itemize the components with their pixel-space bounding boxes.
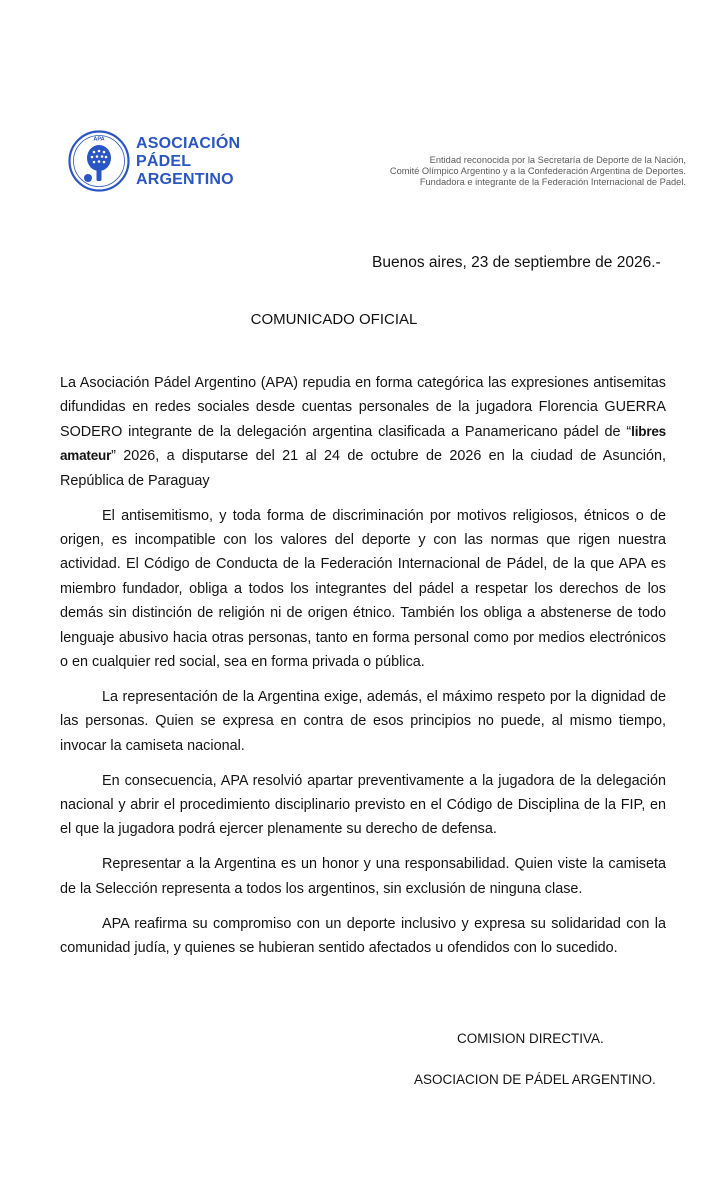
entity-line-3: Fundadora e integrante de la Federación Internacional de Padel. xyxy=(419,177,686,187)
logo-wordmark xyxy=(136,135,240,189)
category-highlight: libres amateur xyxy=(60,423,666,464)
logo-line-2: PÁDEL xyxy=(136,153,192,170)
paragraph-1-end: ” 2026, a disputarse del 21 al 24 de octubre de 2026 en la ciudad de Asunción, República de Paraguay xyxy=(60,448,666,489)
paragraph-6: APA reafirma su compromiso con un deporte inclusivo y expresa su solidaridad con la comunidad judía, y quienes se hubieran sentido afectados u ofendidos con lo sucedido. xyxy=(60,915,666,957)
document-body xyxy=(60,371,666,971)
logo-badge-text: APA xyxy=(93,136,105,143)
paragraph-4: En consecuencia, APA resolvió apartar preventivamente a la jugadora de la delegación nacional y abrir el procedimiento disciplinario previsto en el Código de Disciplina de la FIP, en el que la jugadora podrá ejercer plenamente su derecho de defensa. xyxy=(60,772,666,838)
logo-line-1: ASOCIACIÓN xyxy=(136,135,241,152)
paragraph-2: El antisemitismo, y toda forma de discriminación por motivos religiosos, étnicos o de origen, es incompatible con los valores del deporte y con las normas que rigen nuestra actividad. El Código de Conducta de la Federación Internacional de Pádel, de la que APA es miembro fundador, obliga a todos los integrantes del pádel a respetar los derechos de los demás sin distinción de religión ni de origen étnico. También los obliga a abstenerse de todo lenguaje abusivo hacia otras personas, tanto en forma personal como por medios electrónicos o en cualquier red social, sea en forma privada o pública. xyxy=(60,507,666,670)
paragraph-1 xyxy=(60,371,666,493)
logo-line-3: ARGENTINO xyxy=(136,171,234,188)
paragraph-1-start: La Asociación Pádel Argentino (APA) repudia en forma categórica las expresiones antisemitas difundidas en redes sociales desde cuentas personales de la jugadora Florencia GUERRA SODERO integrante de la delegación argentina clasificada a Panamericano pádel de “ xyxy=(60,375,666,440)
entity-line-2: Comité Olímpico Argentino y a la Confederación Argentina de Deportes. xyxy=(389,166,686,176)
entity-recognition-text xyxy=(346,155,686,188)
signature-association: ASOCIACION DE PÁDEL ARGENTINO. xyxy=(414,1072,656,1087)
paragraph-5: Representar a la Argentina es un honor y una responsabilidad. Quien viste la camiseta de la Selección representa a todos los argentinos, sin exclusión de ninguna clase. xyxy=(60,856,666,897)
signature-board: COMISION DIRECTIVA. xyxy=(457,1031,604,1046)
apa-logo xyxy=(68,130,268,192)
padel-racket-logo-icon xyxy=(68,130,130,192)
paragraph-3: La representación de la Argentina exige, además, el máximo respeto por la dignidad de las personas. Quien se expresa en contra de esos principios no puede, al mismo tiempo, invocar la camiseta nacional. xyxy=(60,688,666,754)
document-date: Buenos aires, 23 de septiembre de 2026.- xyxy=(372,254,661,271)
document-title: COMUNICADO OFICIAL xyxy=(250,311,418,328)
entity-line-1: Entidad reconocida por la Secretaría de Deporte de la Nación, xyxy=(429,155,686,165)
